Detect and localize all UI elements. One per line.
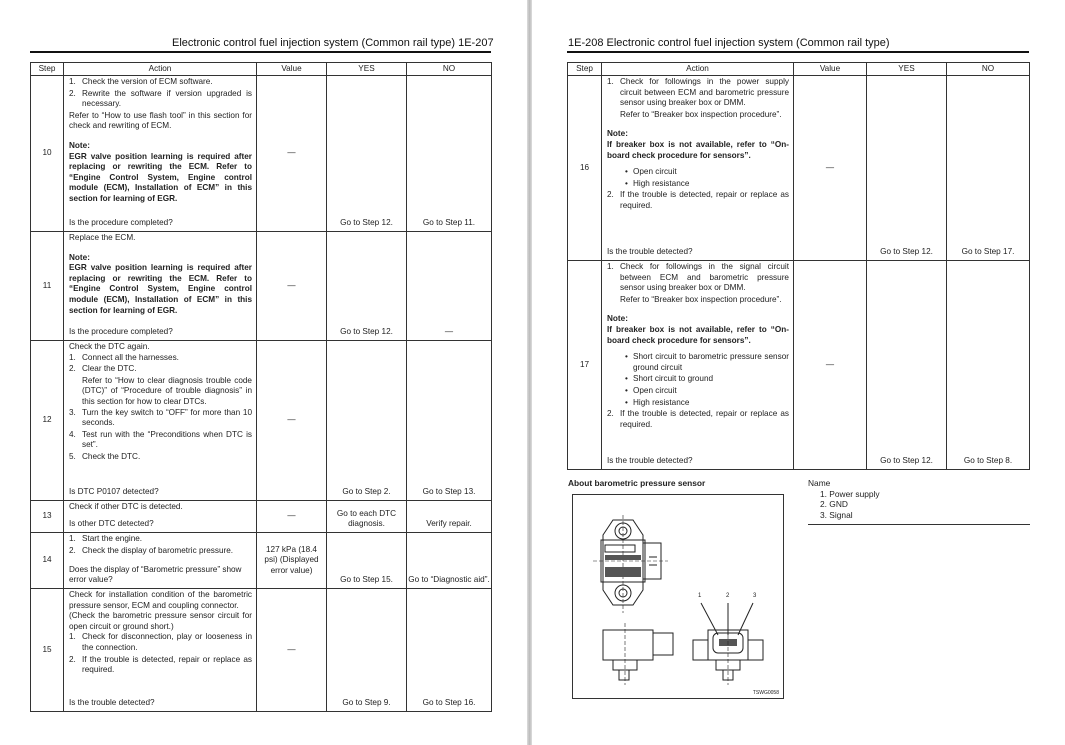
numbered-item <box>69 89 252 110</box>
numbered-item <box>69 364 252 375</box>
no-cell <box>406 76 491 231</box>
item-number: 1. <box>69 77 76 86</box>
no-text: Go to Step 16. <box>422 698 476 708</box>
column-header: YES <box>866 63 946 75</box>
note-text: EGR valve position learning is required after replacing or rewriting the ECM. Refer to “Engine Control System, Engine control module (ECM), Installation of ECM” in this section for learning of EGR. <box>69 263 252 315</box>
question-text: Is other DTC detected? <box>69 519 154 529</box>
column-header: Action <box>601 63 793 75</box>
item-number: 1. <box>607 262 614 271</box>
names-heading: Name <box>808 478 831 488</box>
action-text: Refer to “How to use flash tool” in this section for check and rewriting of ECM. <box>69 110 252 131</box>
yes-cell <box>866 76 946 260</box>
item-number: 2. <box>607 409 614 419</box>
right-page-title: 1E-208 Electronic control fuel injection system (Common rail type) <box>568 37 890 49</box>
pin-label-1: 1 <box>698 593 702 599</box>
no-cell <box>406 589 491 711</box>
item-text: Rewrite the software if version upgraded is necessary. <box>82 88 252 109</box>
question-text: Is the trouble detected? <box>607 247 693 257</box>
action-text: Check for installation condition of the barometric pressure sensor, ECM and coupling connector. <box>69 590 252 610</box>
action-text: Check the DTC again. <box>69 342 150 351</box>
no-text: Go to Step 13. <box>422 487 476 497</box>
action-cell <box>63 232 256 340</box>
numbered-item <box>69 632 252 653</box>
item-number: 3. <box>69 407 76 417</box>
table-header-row <box>568 63 1029 76</box>
numbered-item <box>607 190 789 211</box>
bullet-icon: • <box>625 178 628 188</box>
numbered-item <box>69 546 252 557</box>
numbered-item <box>69 408 252 429</box>
item-number: 2. <box>607 190 614 200</box>
right-header-rule <box>567 51 1029 53</box>
column-header: Action <box>63 63 256 75</box>
action-cell <box>63 533 256 588</box>
left-page-title: Electronic control fuel injection system (Common rail type) 1E-207 <box>172 37 494 49</box>
table-row-step-16 <box>568 76 1029 261</box>
right-diagnosis-table <box>567 62 1030 470</box>
value-text: — <box>287 511 296 521</box>
note-label: Note: <box>69 140 90 150</box>
action-text: Refer to “Breaker box inspection procedure”. <box>620 294 782 304</box>
item-text: If the trouble is detected, repair or replace as required. <box>620 409 789 429</box>
step-number: 16 <box>579 162 590 172</box>
table-row-step-11 <box>31 232 491 341</box>
item-text: Clear the DTC. <box>82 364 137 374</box>
item-number: 5. <box>69 451 76 461</box>
name-item: 3. Signal <box>820 509 853 520</box>
question-text: Is the trouble detected? <box>69 698 155 708</box>
question-text: Is the procedure completed? <box>69 218 173 228</box>
item-text: If the trouble is detected, repair or replace as required. <box>82 654 252 675</box>
table-row-step-17 <box>568 261 1029 470</box>
yes-text: Go to Step 15. <box>340 575 393 585</box>
value-cell <box>256 341 326 500</box>
table-row-step-15 <box>31 589 491 712</box>
item-number: 2. <box>69 654 76 664</box>
item-number: 1. <box>69 534 76 543</box>
item-number: 1. <box>607 77 614 86</box>
item-number: 2. <box>69 364 76 374</box>
bullet-icon: • <box>625 385 628 395</box>
names-rule <box>808 524 1030 525</box>
action-cell <box>601 76 793 260</box>
item-text: Open circuit <box>633 167 677 177</box>
no-cell <box>406 533 491 588</box>
item-text: Turn the key switch to “OFF” for more than 10 seconds. <box>82 407 252 428</box>
item-text: High resistance <box>633 397 690 407</box>
note-text: EGR valve position learning is required after replacing or rewriting the ECM. Refer to “Engine Control System, Engine control module (ECM), Installation of ECM” in this section for learning of EGR. <box>69 151 252 203</box>
pin-label-3: 3 <box>753 593 757 599</box>
table-header-row <box>31 63 491 76</box>
no-text: Go to Step 17. <box>961 247 1015 257</box>
item-number: 1. <box>69 352 76 362</box>
column-header: Step <box>38 64 56 73</box>
question-text: Does the display of “Barometric pressure” show error value? <box>69 564 242 585</box>
no-cell <box>406 501 491 532</box>
yes-cell <box>326 589 406 711</box>
step-number: 13 <box>42 511 52 521</box>
item-text: Check the display of barometric pressure. <box>82 545 234 555</box>
bullet-icon: • <box>625 352 628 362</box>
note-label: Note: <box>607 129 628 139</box>
item-text: Check for followings in the power supply circuit between ECM and barometric pressure sensor using breaker box or DMM. <box>620 77 789 108</box>
action-text: (Check the barometric pressure sensor circuit for open circuit or ground short.) <box>69 611 252 631</box>
note-text: If breaker box is not available, refer to “On-board check procedure for sensors”. <box>607 139 789 160</box>
no-cell <box>946 76 1029 260</box>
bullet-item <box>607 398 789 409</box>
item-text: Short circuit to barometric pressure sensor ground circuit <box>633 352 789 372</box>
column-header: Value <box>256 63 326 75</box>
value-cell <box>256 533 326 588</box>
value-text: 127 kPa (18.4 psi) (Displayed error value) <box>264 544 319 575</box>
no-cell <box>406 341 491 500</box>
question-text: Is the trouble detected? <box>607 456 693 466</box>
item-number: 4. <box>69 429 76 439</box>
value-cell <box>793 76 866 260</box>
value-cell <box>256 501 326 532</box>
yes-cell <box>866 261 946 469</box>
item-text: Check for followings in the signal circuit between ECM and barometric pressure sensor using breaker box or DMM. <box>620 262 789 293</box>
numbered-item <box>69 534 252 545</box>
numbered-item <box>607 409 789 430</box>
numbered-item <box>607 262 789 294</box>
question-text: Is the procedure completed? <box>69 327 173 337</box>
numbered-item <box>607 77 789 109</box>
left-diagnosis-table <box>30 62 492 712</box>
table-row-step-13 <box>31 501 491 533</box>
no-text: Go to Step 8. <box>963 456 1013 466</box>
yes-text: Go to Step 9. <box>342 698 391 708</box>
note-label: Note: <box>69 252 90 262</box>
bullet-item <box>607 179 789 190</box>
left-header-rule <box>30 51 491 53</box>
action-text: Check if other DTC is detected. <box>69 502 183 511</box>
yes-text: Go to Step 12. <box>340 218 393 228</box>
item-text: Test run with the “Preconditions when DTC is set”. <box>82 429 252 450</box>
action-cell <box>63 341 256 500</box>
column-header: Step <box>576 64 593 73</box>
yes-cell <box>326 533 406 588</box>
action-cell <box>63 501 256 532</box>
column-header: YES <box>326 63 406 75</box>
pin-name-list <box>808 478 880 520</box>
bullet-item <box>607 167 789 178</box>
value-cell <box>256 76 326 231</box>
item-text: Check for disconnection, play or looseness in the connection. <box>82 632 252 652</box>
value-text: — <box>287 415 296 425</box>
bullet-item <box>607 374 789 385</box>
barometric-sensor-illustration <box>573 495 783 698</box>
yes-cell <box>326 232 406 340</box>
value-text: — <box>287 148 296 158</box>
item-text: Short circuit to ground <box>633 374 714 384</box>
action-cell <box>601 261 793 469</box>
item-text: If the trouble is detected, repair or replace as required. <box>620 190 789 210</box>
page-gutter <box>527 0 532 745</box>
item-number: 2. <box>69 88 76 98</box>
value-text: — <box>287 280 296 290</box>
bullet-item <box>607 386 789 397</box>
action-cell <box>63 76 256 231</box>
step-number: 11 <box>42 280 52 290</box>
item-number: 2. <box>69 545 76 555</box>
name-item: 2. GND <box>820 499 848 509</box>
item-text: Connect all the harnesses. <box>82 352 179 362</box>
no-cell <box>946 261 1029 469</box>
value-cell <box>256 589 326 711</box>
item-number: 1. <box>69 632 76 642</box>
table-row-step-12 <box>31 341 491 501</box>
value-cell <box>256 232 326 340</box>
yes-text: Go to Step 12. <box>340 327 393 337</box>
note-block <box>69 141 252 205</box>
step-number: 10 <box>42 148 52 158</box>
action-text: Replace the ECM. <box>69 233 136 242</box>
yes-cell <box>326 501 406 532</box>
value-cell <box>793 261 866 469</box>
yes-cell <box>326 76 406 231</box>
action-text: Refer to “How to clear diagnosis trouble code (DTC)” of “Procedure of trouble diagnosis” in this section for how to clear DTCs. <box>82 375 252 406</box>
column-header: NO <box>946 63 1029 75</box>
bullet-icon: • <box>625 167 628 177</box>
name-item: 1. Power supply <box>820 488 880 499</box>
no-cell <box>406 232 491 340</box>
step-number: 17 <box>579 359 590 369</box>
item-text: High resistance <box>633 178 690 188</box>
no-text: Go to “Diagnostic aid”. <box>408 575 490 585</box>
numbered-item <box>69 655 252 676</box>
bullet-icon: • <box>625 397 628 407</box>
sensor-figure <box>572 494 784 699</box>
table-row-step-14 <box>31 533 491 589</box>
yes-cell <box>326 341 406 500</box>
action-text: Refer to “Breaker box inspection procedure”. <box>620 109 782 119</box>
value-text: — <box>825 162 835 172</box>
numbered-item <box>69 77 252 88</box>
no-text: Go to Step 11. <box>422 218 476 228</box>
yes-text: Go to Step 2. <box>342 487 391 497</box>
bullet-icon: • <box>625 374 628 384</box>
item-text: Check the DTC. <box>82 451 141 461</box>
numbered-item <box>69 353 252 364</box>
value-text: — <box>287 644 296 654</box>
action-cell <box>63 589 256 711</box>
step-number: 12 <box>42 415 52 425</box>
yes-text: Go to each DTC diagnosis. <box>336 508 397 529</box>
note-label: Note: <box>607 314 628 324</box>
note-block <box>69 253 252 317</box>
no-text: — <box>444 327 454 337</box>
numbered-item <box>69 430 252 451</box>
note-block <box>607 314 789 346</box>
step-number: 15 <box>42 644 52 654</box>
yes-text: Go to Step 12. <box>880 456 933 466</box>
value-text: — <box>825 359 835 369</box>
item-text: Open circuit <box>633 385 677 395</box>
yes-text: Go to Step 12. <box>880 247 933 257</box>
column-header: NO <box>406 63 491 75</box>
question-text: Is DTC P0107 detected? <box>69 487 159 497</box>
table-row-step-10 <box>31 76 491 232</box>
column-header: Value <box>793 63 866 75</box>
step-number: 14 <box>42 555 52 565</box>
no-text: Verify repair. <box>426 519 472 529</box>
note-block <box>607 129 789 161</box>
bullet-item <box>607 352 789 373</box>
item-text: Check the version of ECM software. <box>82 77 213 86</box>
item-text: Start the engine. <box>82 534 143 543</box>
note-text: If breaker box is not available, refer to “On-board check procedure for sensors”. <box>607 324 789 345</box>
about-section-title: About barometric pressure sensor <box>568 478 706 488</box>
numbered-item <box>69 452 252 463</box>
pin-label-2: 2 <box>726 593 730 599</box>
figure-code: TSWG0058 <box>752 690 779 696</box>
